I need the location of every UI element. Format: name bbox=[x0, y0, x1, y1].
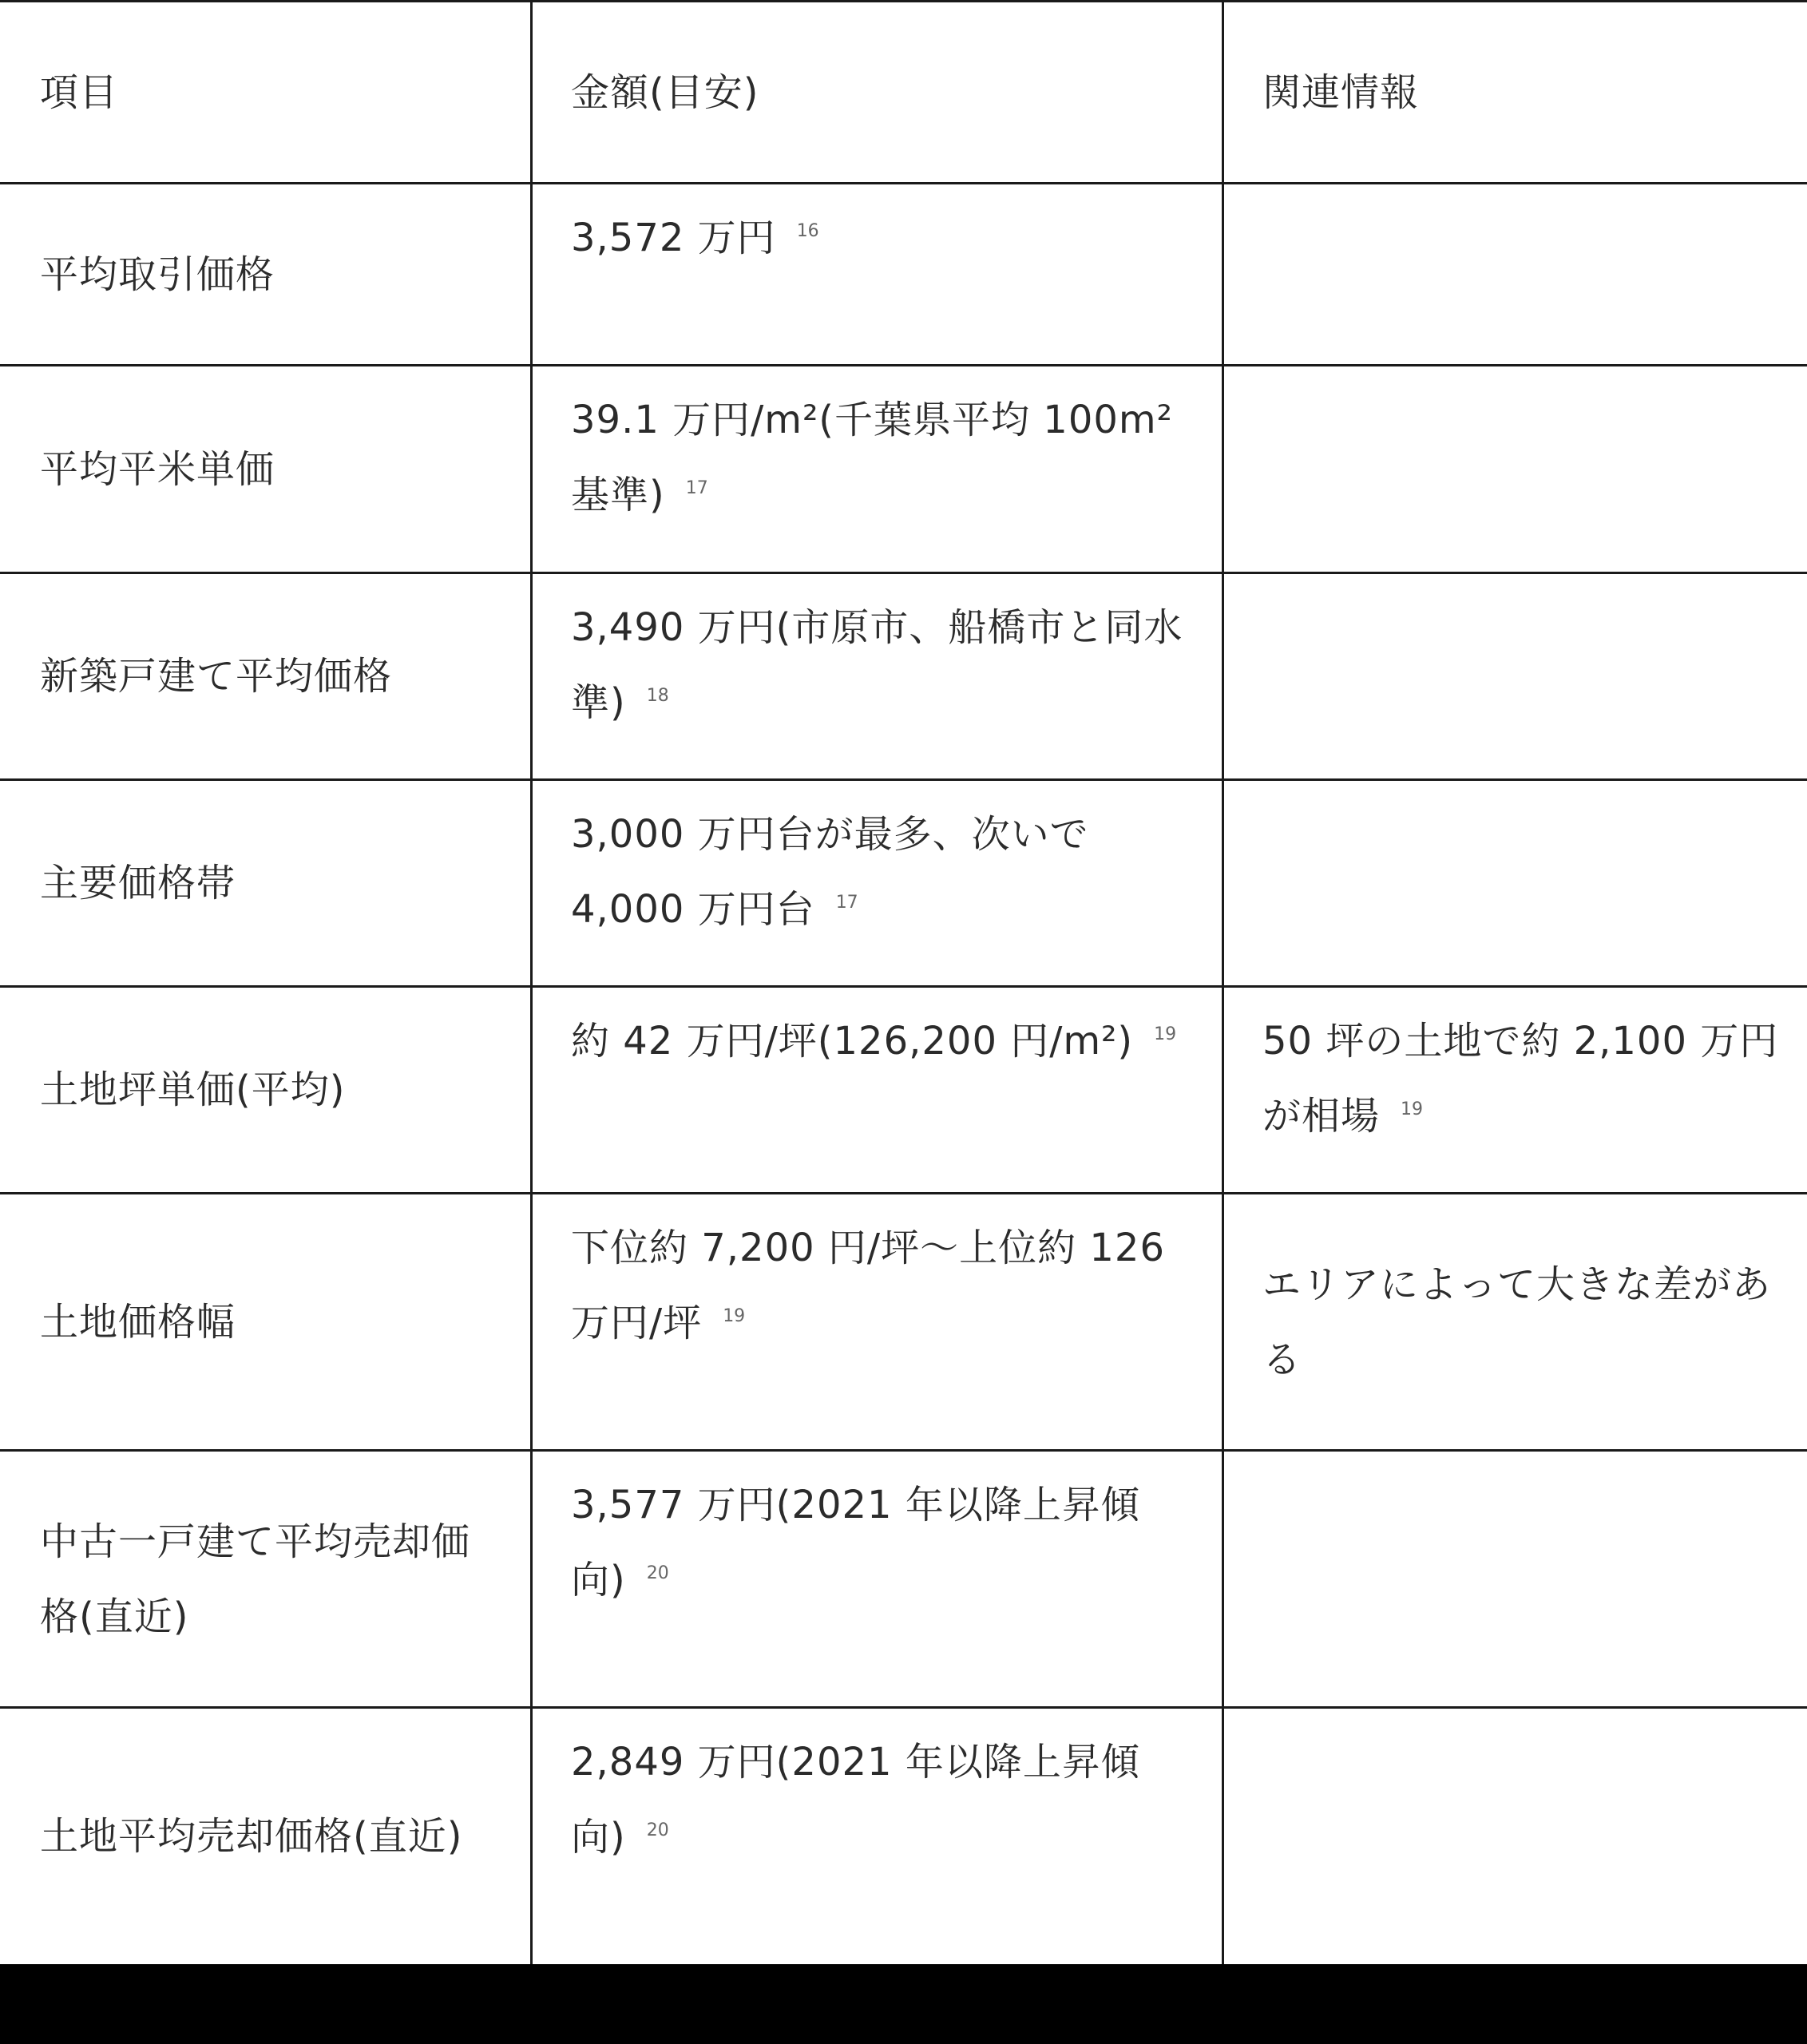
footnote-ref[interactable]: 17 bbox=[835, 893, 858, 913]
info-text bbox=[1262, 1004, 1791, 1154]
amount-value: 3,000 万円台が最多、次いで 4,000 万円台 bbox=[571, 812, 1089, 932]
amount-cell bbox=[530, 184, 1222, 364]
item-cell bbox=[0, 366, 530, 572]
item-cell bbox=[0, 781, 530, 985]
footnote-ref[interactable]: 20 bbox=[646, 1563, 669, 1583]
amount-text bbox=[571, 797, 1198, 947]
amount-text bbox=[571, 1210, 1198, 1361]
item-label: 平均平米単価 bbox=[40, 446, 275, 492]
footnote-ref[interactable]: 18 bbox=[646, 686, 669, 706]
item-label: 新築戸建て平均価格 bbox=[40, 654, 393, 699]
amount-value: 39.1 万円/m²(千葉県平均 100m²基準) bbox=[571, 398, 1173, 517]
info-cell bbox=[1222, 184, 1807, 364]
info-cell bbox=[1222, 1709, 1807, 1964]
info-cell bbox=[1222, 1194, 1807, 1449]
amount-text bbox=[571, 1468, 1198, 1618]
item-label: 平均取引価格 bbox=[40, 252, 275, 297]
item-cell bbox=[0, 1452, 530, 1706]
item-cell bbox=[0, 1709, 530, 1964]
item-label: 土地平均売却価格(直近) bbox=[40, 1814, 463, 1859]
item-cell bbox=[0, 184, 530, 364]
amount-cell bbox=[530, 1452, 1222, 1706]
table-row bbox=[0, 985, 1807, 1192]
info-cell bbox=[1222, 988, 1807, 1192]
table-row bbox=[0, 1706, 1807, 1964]
amount-cell bbox=[530, 574, 1222, 778]
table-row bbox=[0, 182, 1807, 364]
amount-value: 3,572 万円 bbox=[571, 216, 776, 260]
info-value: 50 坪の土地で約 2,100 万円が相場 bbox=[1262, 1019, 1779, 1139]
item-label: 主要価格帯 bbox=[40, 861, 236, 905]
header-cell-item bbox=[0, 2, 530, 182]
amount-value: 約 42 万円/坪(126,200 円/m²) bbox=[571, 1019, 1134, 1064]
item-cell bbox=[0, 1194, 530, 1449]
amount-value: 3,577 万円(2021 年以降上昇傾向) bbox=[571, 1483, 1140, 1602]
header-cell-amount bbox=[530, 2, 1222, 182]
amount-text bbox=[571, 382, 1198, 533]
footnote-ref[interactable]: 17 bbox=[685, 478, 708, 498]
amount-value: 下位約 7,200 円/坪～上位約 126 万円/坪 bbox=[571, 1226, 1165, 1345]
info-cell bbox=[1222, 366, 1807, 572]
footnote-ref[interactable]: 19 bbox=[1401, 1099, 1424, 1119]
amount-text bbox=[571, 200, 1198, 275]
table-row bbox=[0, 1192, 1807, 1449]
footnote-ref[interactable]: 19 bbox=[723, 1306, 746, 1326]
amount-cell bbox=[530, 988, 1222, 1192]
table-row bbox=[0, 364, 1807, 572]
amount-text bbox=[571, 1725, 1198, 1875]
info-cell bbox=[1222, 781, 1807, 985]
amount-value: 3,490 万円(市原市、船橋市と同水準) bbox=[571, 605, 1183, 725]
footnote-ref[interactable]: 20 bbox=[646, 1820, 669, 1840]
amount-cell bbox=[530, 781, 1222, 985]
amount-cell bbox=[530, 1709, 1222, 1964]
footnote-ref[interactable]: 19 bbox=[1154, 1024, 1177, 1044]
table-row bbox=[0, 1449, 1807, 1706]
amount-cell bbox=[530, 366, 1222, 572]
amount-cell bbox=[530, 1194, 1222, 1449]
item-label: 土地価格幅 bbox=[40, 1299, 236, 1345]
header-cell-info bbox=[1222, 2, 1807, 182]
amount-text bbox=[571, 590, 1198, 740]
table-row bbox=[0, 572, 1807, 778]
item-label: 中古一戸建て平均売却価格(直近) bbox=[40, 1519, 471, 1639]
amount-value: 2,849 万円(2021 年以降上昇傾向) bbox=[571, 1740, 1140, 1860]
header-label: 項目 bbox=[40, 69, 119, 115]
item-label: 土地坪単価(平均) bbox=[40, 1068, 346, 1112]
amount-text bbox=[571, 1004, 1198, 1079]
info-cell bbox=[1222, 1452, 1807, 1706]
table-header-row bbox=[0, 0, 1807, 182]
item-cell bbox=[0, 988, 530, 1192]
item-cell bbox=[0, 574, 530, 778]
info-cell bbox=[1222, 574, 1807, 778]
header-label: 関連情報 bbox=[1262, 69, 1420, 115]
info-text bbox=[1262, 1247, 1791, 1397]
info-value: エリアによって大きな差がある bbox=[1262, 1262, 1772, 1382]
header-label: 金額(目安) bbox=[571, 69, 759, 115]
table-row bbox=[0, 778, 1807, 985]
footnote-ref[interactable]: 16 bbox=[796, 221, 819, 241]
